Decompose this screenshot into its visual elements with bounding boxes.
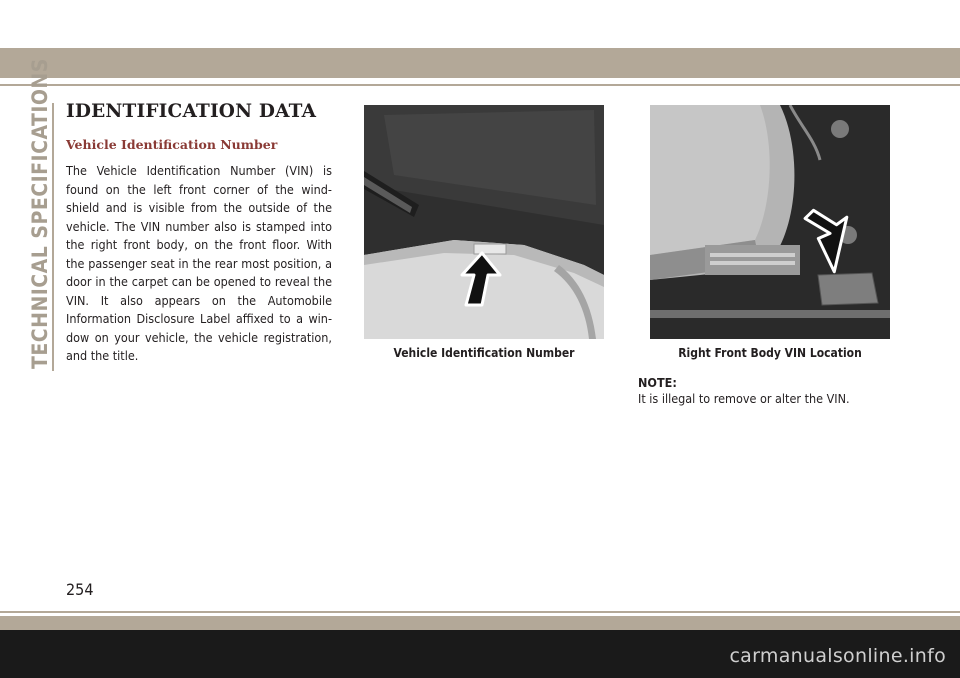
section-title: IDENTIFICATION DATA [66, 101, 317, 122]
page-number: 254 [66, 580, 94, 599]
figure-caption-1: Vehicle Identification Number [393, 346, 575, 360]
footer-rule [0, 611, 960, 613]
note-label: NOTE: [638, 375, 677, 390]
windshield-vin-photo [364, 105, 604, 339]
header-band [0, 48, 960, 78]
note-text: It is illegal to remove or alter the VIN. [638, 391, 850, 406]
floor-vin-photo [650, 105, 890, 339]
header-rule [0, 84, 960, 86]
subsection-title: Vehicle Identification Number [66, 137, 278, 152]
body-paragraph: The Vehicle Identification Number (VIN) is found on the left front corner of the wind-shield and is visible from the outside of the vehicle. The VIN number also is stamped into the right front body, on the front floor. With the passenger seat in the rear most position, a door in the carpet can be opened to reveal the VIN. It also appears on the Automobile Information Disclosure Label affixed to a win-dow on your vehicle, the vehicle registration, and the title. [66, 163, 332, 363]
section-tab: TECHNICAL SPECIFICATIONS [28, 58, 52, 369]
figure-caption-2: Right Front Body VIN Location [678, 346, 862, 360]
footer-band [0, 616, 960, 630]
section-tab-rule [52, 103, 54, 371]
watermark: carmanualsonline.info [729, 645, 946, 667]
